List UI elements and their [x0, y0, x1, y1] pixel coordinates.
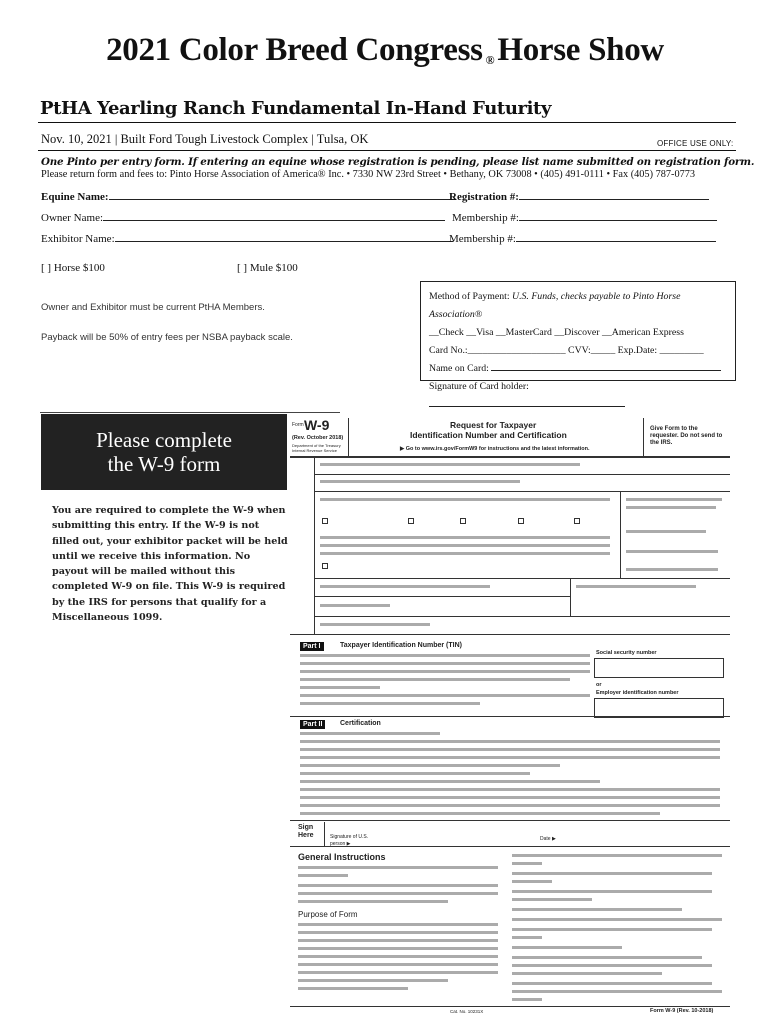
event-info: Nov. 10, 2021 | Built Ford Tough Livestock Complex | Tulsa, OK	[41, 132, 369, 146]
w9-title-1: Request for Taxpayer	[450, 420, 537, 430]
w9-form-mark	[512, 998, 542, 1001]
payment-options[interactable]: __Check __Visa __MasterCard __Discover __American Express	[429, 327, 684, 338]
w9-form-mark	[300, 732, 440, 735]
membership-note: Owner and Exhibitor must be current PtHA Members.	[41, 302, 265, 313]
w9-form-mark	[314, 458, 315, 634]
w9-form-mark	[298, 955, 498, 958]
w9-form-mark	[460, 518, 466, 524]
w9-form-mark	[300, 812, 660, 815]
w9-form-mark	[300, 764, 560, 767]
w9-goto: ▶ Go to www.irs.gov/FormW9 for instructions and the latest information.	[400, 446, 590, 452]
return-address-note: Please return form and fees to: Pinto Horse Association of America® Inc. • 7330 NW 23rd Street • Bethany, OK 73008 • (405) 491-0111 • Fax (405) 787-0773	[41, 169, 696, 180]
w9-form-mark	[290, 634, 730, 635]
w9-signature-label: Signature of U.S. person ▶	[330, 834, 369, 847]
w9-form-mark	[300, 748, 720, 751]
divider	[38, 150, 736, 151]
w9-form-mark	[594, 658, 724, 678]
w9-form-mark	[300, 780, 600, 783]
owner-name-field[interactable]: Owner Name:	[41, 210, 445, 224]
page-title: 2021 Color Breed Congress ®Horse Show	[106, 32, 664, 68]
w9-form-mark	[300, 788, 720, 791]
w9-form-mark	[512, 990, 722, 993]
w9-give-form: Give Form to the requester. Do not send to the IRS.	[650, 426, 723, 446]
w9-form-mark	[300, 804, 720, 807]
w9-form-mark	[348, 418, 349, 456]
w9-form-mark	[512, 862, 542, 865]
w9-form-mark	[626, 498, 722, 501]
w9-form-mark	[298, 874, 348, 877]
w9-form-mark	[626, 568, 718, 571]
w9-form-mark	[512, 946, 622, 949]
w9-form-mark	[298, 971, 498, 974]
w9-form-mark	[314, 491, 730, 492]
w9-banner: Please complete the W-9 form	[41, 414, 287, 490]
w9-purpose-of-form: Purpose of Form	[298, 910, 358, 919]
w9-form-mark	[300, 654, 590, 657]
w9-form-mark	[512, 890, 712, 893]
w9-form-mark	[518, 518, 524, 524]
w9-footer: Form W-9 (Rev. 10-2018)	[650, 1008, 714, 1014]
w9-form-mark	[408, 518, 414, 524]
w9-form-mark	[298, 900, 448, 903]
w9-form-mark	[314, 474, 730, 475]
w9-form-mark	[290, 1006, 730, 1007]
w9-form-mark	[322, 563, 328, 569]
w9-form-mark	[512, 956, 702, 959]
office-use-label: OFFICE USE ONLY:	[657, 139, 734, 148]
w9-form-mark	[300, 670, 590, 673]
section-divider	[40, 412, 340, 413]
w9-form-mark	[300, 662, 590, 665]
w9-date-label: Date ▶	[540, 836, 556, 842]
w9-form-mark	[300, 694, 590, 697]
w9-form-mark	[320, 604, 390, 607]
w9-part2-title: Certification	[340, 720, 381, 727]
w9-form-mark	[512, 982, 712, 985]
equine-name-field[interactable]: Equine Name:	[41, 189, 456, 203]
w9-form-label: Form	[292, 422, 304, 428]
w9-form-name: W-9	[304, 417, 330, 433]
w9-form-mark	[626, 506, 716, 509]
w9-form-mark	[512, 972, 662, 975]
card-number-field[interactable]: Card No.:____________________ CVV:_____ Exp.Date: _________	[429, 345, 704, 356]
mule-option[interactable]: [ ] Mule $100	[237, 262, 298, 274]
w9-form-mark	[290, 456, 730, 458]
w9-form-mark	[594, 698, 724, 718]
w9-form-mark	[300, 772, 530, 775]
w9-part1-tag: Part I	[300, 642, 324, 651]
payment-box	[420, 281, 736, 392]
w9-form-mark	[512, 964, 712, 967]
w9-form-mark	[298, 979, 448, 982]
w9-form-mark	[298, 866, 498, 869]
event-subtitle: PtHA Yearling Ranch Fundamental In-Hand Futurity	[40, 98, 552, 119]
w9-form-mark	[512, 908, 682, 911]
registration-field[interactable]: Registration #:	[449, 189, 709, 203]
w9-form-mark	[314, 616, 730, 617]
w9-form-mark	[314, 596, 570, 597]
w9-form-mark	[290, 820, 730, 821]
w9-title-2: Identification Number and Certification	[410, 430, 567, 440]
w9-form-mark	[300, 740, 720, 743]
w9-form-mark	[298, 963, 498, 966]
w9-form-mark	[298, 947, 498, 950]
w9-rev: (Rev. October 2018)	[292, 435, 344, 441]
w9-ssn-label: Social security number	[596, 650, 657, 656]
w9-cat-no: Cat. No. 10231X	[450, 1009, 484, 1014]
w9-form-image	[290, 418, 730, 1016]
w9-form-mark	[298, 923, 498, 926]
w9-form-mark	[298, 987, 408, 990]
w9-instructions: You are required to complete the W-9 when submitting this entry. If the W-9 is not filled out, your exhibitor packet will be held until we receive this information. No payout will be mailed without this completed W-9 on file. This W-9 is required by the IRS for persons that qualify for a Miscellaneous 1099.	[52, 505, 288, 624]
w9-form-mark	[290, 716, 730, 717]
w9-form-mark	[512, 880, 552, 883]
w9-form-mark	[300, 702, 480, 705]
entry-note: One Pinto per entry form. If entering an equine whose registration is pending, please list name submitted on registration form.	[41, 156, 755, 168]
payback-note: Payback will be 50% of entry fees per NSBA payback scale.	[41, 332, 293, 343]
w9-form-mark	[620, 491, 621, 578]
w9-form-mark	[320, 498, 610, 501]
w9-form-mark	[320, 463, 580, 466]
w9-form-mark	[290, 846, 730, 847]
w9-sign-here: Sign Here	[298, 824, 314, 839]
w9-ein-label: Employer identification number	[596, 690, 679, 696]
w9-form-mark	[320, 552, 610, 555]
owner-membership-field[interactable]: Membership #:	[452, 210, 717, 224]
w9-form-mark	[322, 518, 328, 524]
exhibitor-membership-field[interactable]: Membership #:	[449, 231, 716, 245]
w9-form-mark	[643, 418, 644, 456]
w9-form-mark	[300, 756, 720, 759]
w9-form-mark	[512, 854, 722, 857]
w9-form-mark	[512, 928, 712, 931]
w9-form-mark	[574, 518, 580, 524]
w9-form-mark	[298, 931, 498, 934]
exhibitor-name-field[interactable]: Exhibitor Name:	[41, 231, 453, 245]
divider	[38, 122, 736, 123]
w9-dept: Department of the Treasury Internal Revenue Service	[292, 443, 341, 453]
w9-form-mark	[320, 480, 520, 483]
w9-form-mark	[298, 939, 498, 942]
w9-form-mark	[300, 678, 570, 681]
w9-form-mark	[298, 884, 498, 887]
w9-form-mark	[512, 918, 722, 921]
w9-form-mark	[300, 796, 720, 799]
w9-or: or	[596, 682, 602, 688]
w9-form-mark	[324, 822, 325, 846]
w9-part2-tag: Part II	[300, 720, 325, 729]
w9-general-instructions: General Instructions	[298, 852, 386, 862]
w9-form-mark	[512, 898, 592, 901]
w9-form-mark	[512, 936, 542, 939]
w9-form-mark	[320, 536, 610, 539]
w9-form-mark	[314, 578, 730, 579]
w9-form-mark	[512, 872, 712, 875]
payment-method-label: Method of Payment: U.S. Funds, checks payable to Pinto Horse Association®	[429, 291, 681, 320]
w9-form-mark	[320, 623, 430, 626]
w9-form-mark	[320, 544, 610, 547]
w9-form-mark	[570, 578, 571, 616]
w9-form-mark	[626, 550, 718, 553]
w9-form-mark	[298, 892, 498, 895]
name-on-card-field[interactable]: Name on Card:	[429, 360, 727, 378]
w9-form-mark	[576, 585, 696, 588]
w9-form-mark	[300, 686, 380, 689]
w9-form-mark	[626, 530, 706, 533]
card-signature-field[interactable]: Signature of Card holder:	[429, 378, 727, 414]
w9-part1-title: Taxpayer Identification Number (TIN)	[340, 642, 462, 649]
horse-option[interactable]: [ ] Horse $100	[41, 262, 105, 274]
w9-form-mark	[320, 585, 490, 588]
